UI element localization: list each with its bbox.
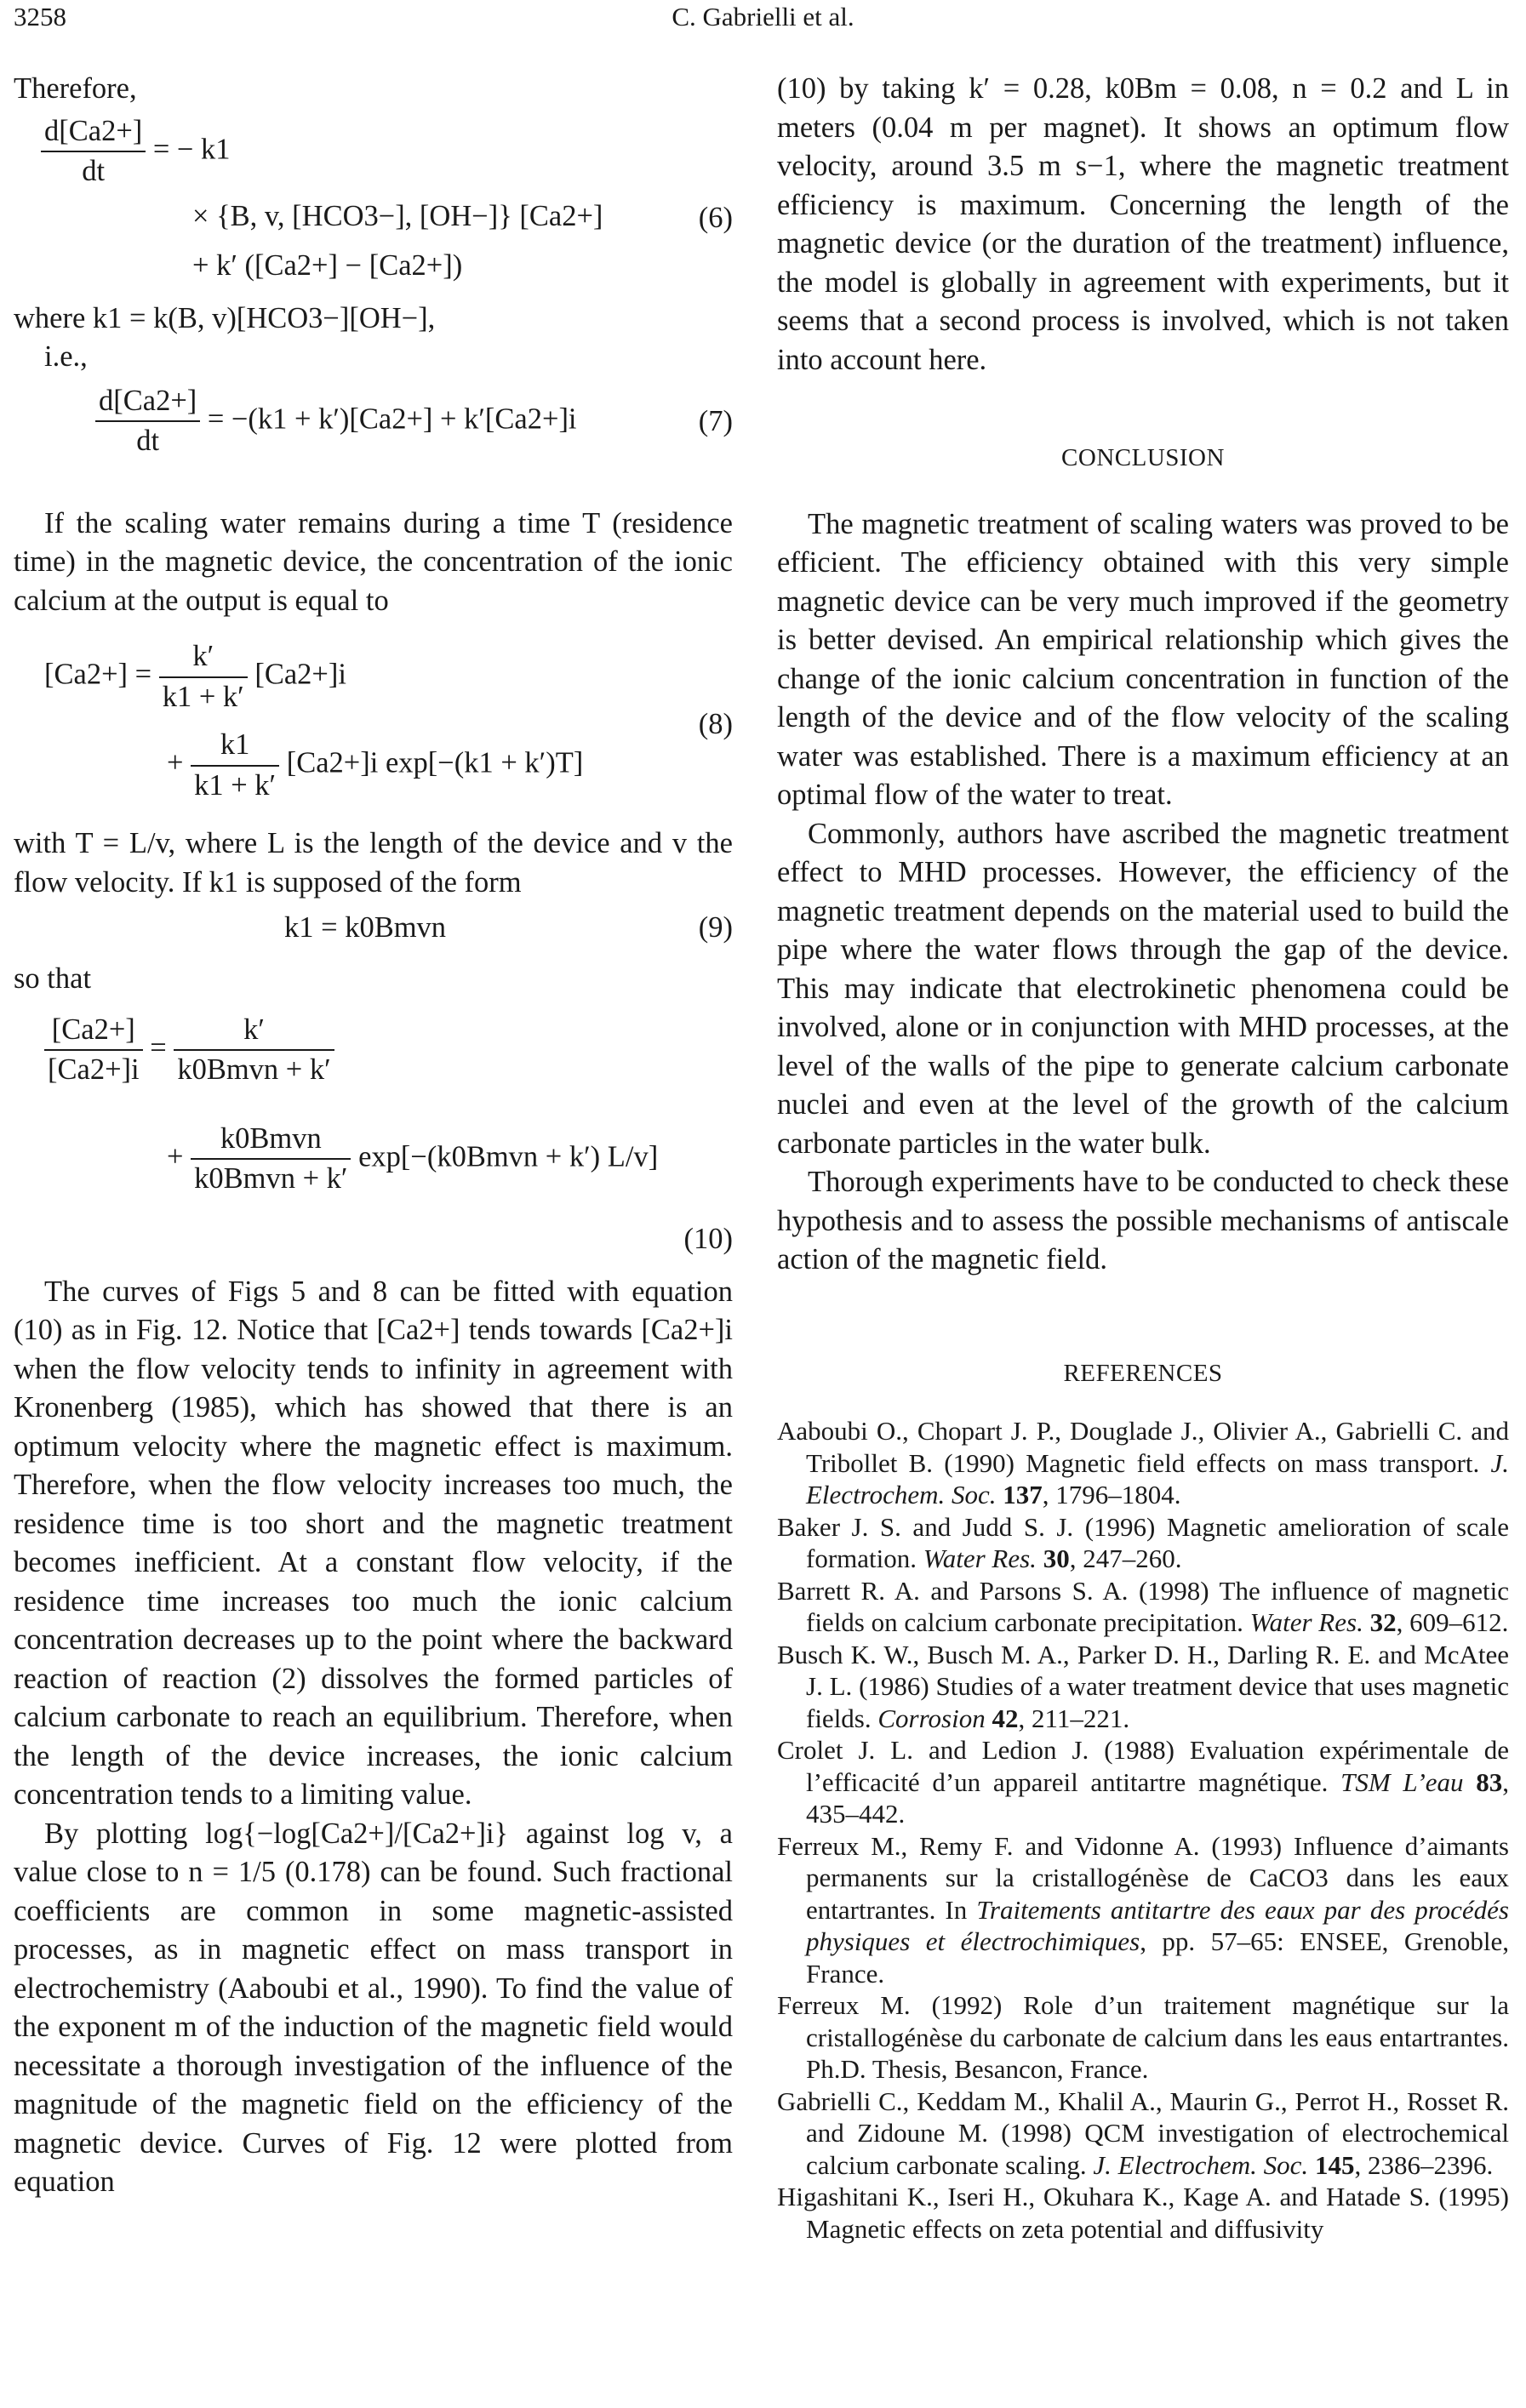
eq6-lhs-num: d[Ca2+] (41, 112, 146, 153)
eq7-lhs-fraction (95, 382, 200, 461)
paragraph-residence: If the scaling water remains during a time T (residence time) in the magnetic device, the concentration of the ionic calcium at the output is equal to (14, 506, 733, 617)
eq8-number: (8) (698, 708, 733, 740)
paragraph-with-T: with T = L/v, where L is the length of the device and v the flow velocity. If k1 is supposed of the form (14, 827, 733, 899)
eq8-frac1-den: k1 + k′ (162, 680, 244, 713)
reference-item: Baker J. S. and Judd S. J. (1996) Magnetic amelioration of scale formation. Water Res. 30, 247–260. (777, 1511, 1509, 1573)
running-head: C. Gabrielli et al. (672, 2, 854, 31)
left-column (14, 70, 733, 2202)
conclusion-paragraph-2: Commonly, authors have ascribed the magnetic treatment effect to MHD processes. However, the efficiency of the magnetic treatment depends on the material used to build the pipe where the water flows through the gap of the device. This may indicate that electrokinetic phenomena could be involved, alone or in conjunction with MHD processes, at the level of the walls of the pipe to generate calcium carbonate nuclei and even at the level of the growth of the calcium carbonate particles in the water bulk. (777, 817, 1509, 1160)
conclusion-paragraph-3: Thorough experiments have to be conducted to check these hypothesis and to assess the possible mechanisms of antiscale action of the magnetic field. (777, 1166, 1509, 1275)
eq10-frac2 (191, 1120, 351, 1199)
eq8-frac2 (191, 726, 279, 805)
equation-8: [Ca2+] = $\frac{k'}{k1 + k'}$ [Ca2+]i + $\frac{k1}{k1 + k'}$ [Ca2+]i exp[−(k1 + k′)T] (8) (14, 637, 733, 825)
eq8-lhs: [Ca2+] = (44, 658, 152, 691)
equation-10: $\frac{[Ca2+]}{[Ca2+]i}$ = $\frac{k'}{\text{k0Bmvn + k′}}$ + $\frac{\text{k0Bmvn}}{\text{k0Bmvn + k′}}$ exp[−(k0Bmvn + k′) L/v] (10) (14, 1011, 733, 1266)
eq10-frac2-num: k0Bmvn (191, 1120, 351, 1161)
eq8-line1-tail: [Ca2+]i (254, 658, 346, 691)
eq10-number: (10) (683, 1222, 733, 1255)
eq8-frac2-den: k1 + k′ (194, 768, 277, 802)
equation-7 (14, 382, 733, 476)
reference-item: Aaboubi O., Chopart J. P., Douglade J., Olivier A., Gabrielli C. and Tribollet B. (1990) Magnetic field effects on mass transport. J. Electrochem. Soc. 137, 1796–1804. (777, 1416, 1509, 1509)
reference-item: Gabrielli C., Keddam M., Khalil A., Maurin G., Perrot H., Rosset R. and Zidoune M. (1998) QCM investigation of electrochemical calcium carbonate scaling. J. Electrochem. Soc. 145, 2386–2396. (777, 2086, 1509, 2180)
eq10-frac1 (174, 1011, 334, 1090)
therefore-text: Therefore, (14, 72, 137, 105)
eq7-lhs-num: d[Ca2+] (95, 382, 200, 423)
eq6-lhs-fraction (41, 112, 146, 191)
references-heading: REFERENCES (1063, 1359, 1223, 1387)
paragraph-plotting: By plotting log{−log[Ca2+]/[Ca2+]i} against log v, a value close to n = 1/5 (0.178) can be found. Such fractional coefficients are common in some magnetic-assisted processes, as in magnetic effect on mass transport in electrochemistry (Aaboubi et al., 1990). To find the value of the exponent m of the induction of the magnetic field would necessitate a thorough investigation of the influence of the magnitude of the magnetic field on the efficiency of the magnetic device. Curves of Fig. 12 were plotted from equation (14, 1817, 733, 2198)
equation-6 (14, 112, 733, 300)
reference-item: Ferreux M., Remy F. and Vidonne A. (1993) Influence d’aimants permanents sur la cristallogénèse de CaCO3 dans les eaux entartrantes. In Traitements antitartre des eaux par des procédés physiques et électrochimiques, pp. 57–65: ENSEE, Grenoble, France. (777, 1830, 1509, 1989)
reference-item: Higashitani K., Iseri H., Okuhara K., Kage A. and Hatade S. (1995) Magnetic effects on zeta potential and diffusivity (777, 2182, 1509, 2244)
eq7-lhs-den: dt (136, 425, 160, 457)
reference-item: Barrett R. A. and Parsons S. A. (1998) The influence of magnetic fields on calcium carbonate precipitation. Water Res. 32, 609–612. (777, 1575, 1509, 1637)
reference-list (777, 1415, 1509, 2245)
eq10-exp: exp[−(k0Bmvn + k′) L/v] (358, 1139, 659, 1173)
eq8-line2-tail: [Ca2+]i exp[−(k1 + k′)T] (286, 746, 584, 779)
equation-9 (14, 909, 733, 950)
conclusion-paragraph-1: The magnetic treatment of scaling waters was proved to be efficient. The efficiency obtained with this very simple magnetic device can be very much improved if the geometry is better devised. An empirical relationship which gives the change of the ionic calcium concentration in function of the length of the device and of the flow velocity of the scaling water was established. There is a maximum efficiency at an optimal flow of the water to treat. (777, 507, 1509, 811)
reference-item: Crolet J. L. and Ledion J. (1988) Evaluation expérimentale de l’efficacité d’un appareil antitartre magnétique. TSM L’eau 83, 435–442. (777, 1735, 1510, 1829)
eq6-line3: + k′ ([Ca2+] − [Ca2+]) (192, 248, 463, 282)
page-header (0, 0, 1526, 51)
so-that-text: so that (14, 962, 92, 995)
right-column (777, 70, 1509, 2245)
eq10-lhs-fraction (44, 1011, 143, 1090)
eq10-lhs-den: [Ca2+]i (48, 1053, 140, 1086)
eq9-number: (9) (698, 911, 733, 944)
eq6-lhs-den: dt (82, 155, 106, 187)
eq10-frac2-den: k0Bmvn + k′ (194, 1162, 348, 1195)
reference-item: Ferreux M. (1992) Role d’un traitement magnétique sur la cristallogénèse du carbonate de calcium dans les eaus entartrantes. Ph.D. Thesis, Besancon, France. (777, 1990, 1509, 2084)
eq7-rhs: = −(k1 + k′)[Ca2+] + k′[Ca2+]i (207, 402, 577, 435)
eq8-frac1-num: k′ (159, 637, 248, 678)
page-number: 3258 (14, 2, 66, 31)
eq6-number: (6) (698, 201, 733, 234)
eq10-lhs-num: [Ca2+] (44, 1011, 143, 1052)
ie-line: i.e., (44, 340, 88, 373)
eq6-line1: = − k1 (152, 132, 231, 165)
eq10-frac1-den: k0Bmvn + k′ (177, 1053, 331, 1086)
reference-item: Busch K. W., Busch M. A., Parker D. H., Darling R. E. and McAtee J. L. (1986) Studies of a water treatment device that uses magnetic fields. Corrosion 42, 211–221. (777, 1639, 1509, 1733)
eq7-number: (7) (698, 404, 733, 437)
eq8-frac2-num: k1 (191, 726, 279, 767)
eq9-body: k1 = k0Bmvn (284, 911, 447, 944)
paragraph-continued: (10) by taking k′ = 0.28, k0Bm = 0.08, n = 0.2 and L in meters (0.04 m per magnet). It shows an optimum flow velocity, around 3.5 m s−1, where the magnetic treatment efficiency is maximum. Concerning the length of the magnetic device (or the duration of the treatment) influence, the model is globally in agreement with experiments, but it seems that a second process is involved, which is not taken into account here. (777, 72, 1509, 376)
conclusion-heading: CONCLUSION (1061, 444, 1225, 471)
paragraph-curves: The curves of Figs 5 and 8 can be fitted with equation (10) as in Fig. 12. Notice that [Ca2+] tends towards [Ca2+]i when the flow velocity tends to infinity in agreement with Kronenberg (1985), which has showed that there is an optimum velocity where the magnetic effect is maximum. Therefore, when the flow velocity increases too much, the residence time is too short and the magnetic treatment becomes inefficient. At a constant flow velocity, if the residence time increases too much the ionic calcium concentration decreases up to the point where the backward reaction of reaction (2) dissolves the formed particles of calcium carbonate to reach an equilibrium. Therefore, when the length of the device increases, the ionic calcium concentration tends to a limiting value. (14, 1275, 733, 1811)
eq8-frac1 (159, 637, 248, 716)
where-line: where k1 = k(B, v)[HCO3−][OH−], (14, 301, 436, 334)
eq10-frac1-num: k′ (174, 1011, 334, 1052)
eq6-line2: × {B, v, [HCO3−], [OH−]} [Ca2+] (192, 199, 603, 232)
